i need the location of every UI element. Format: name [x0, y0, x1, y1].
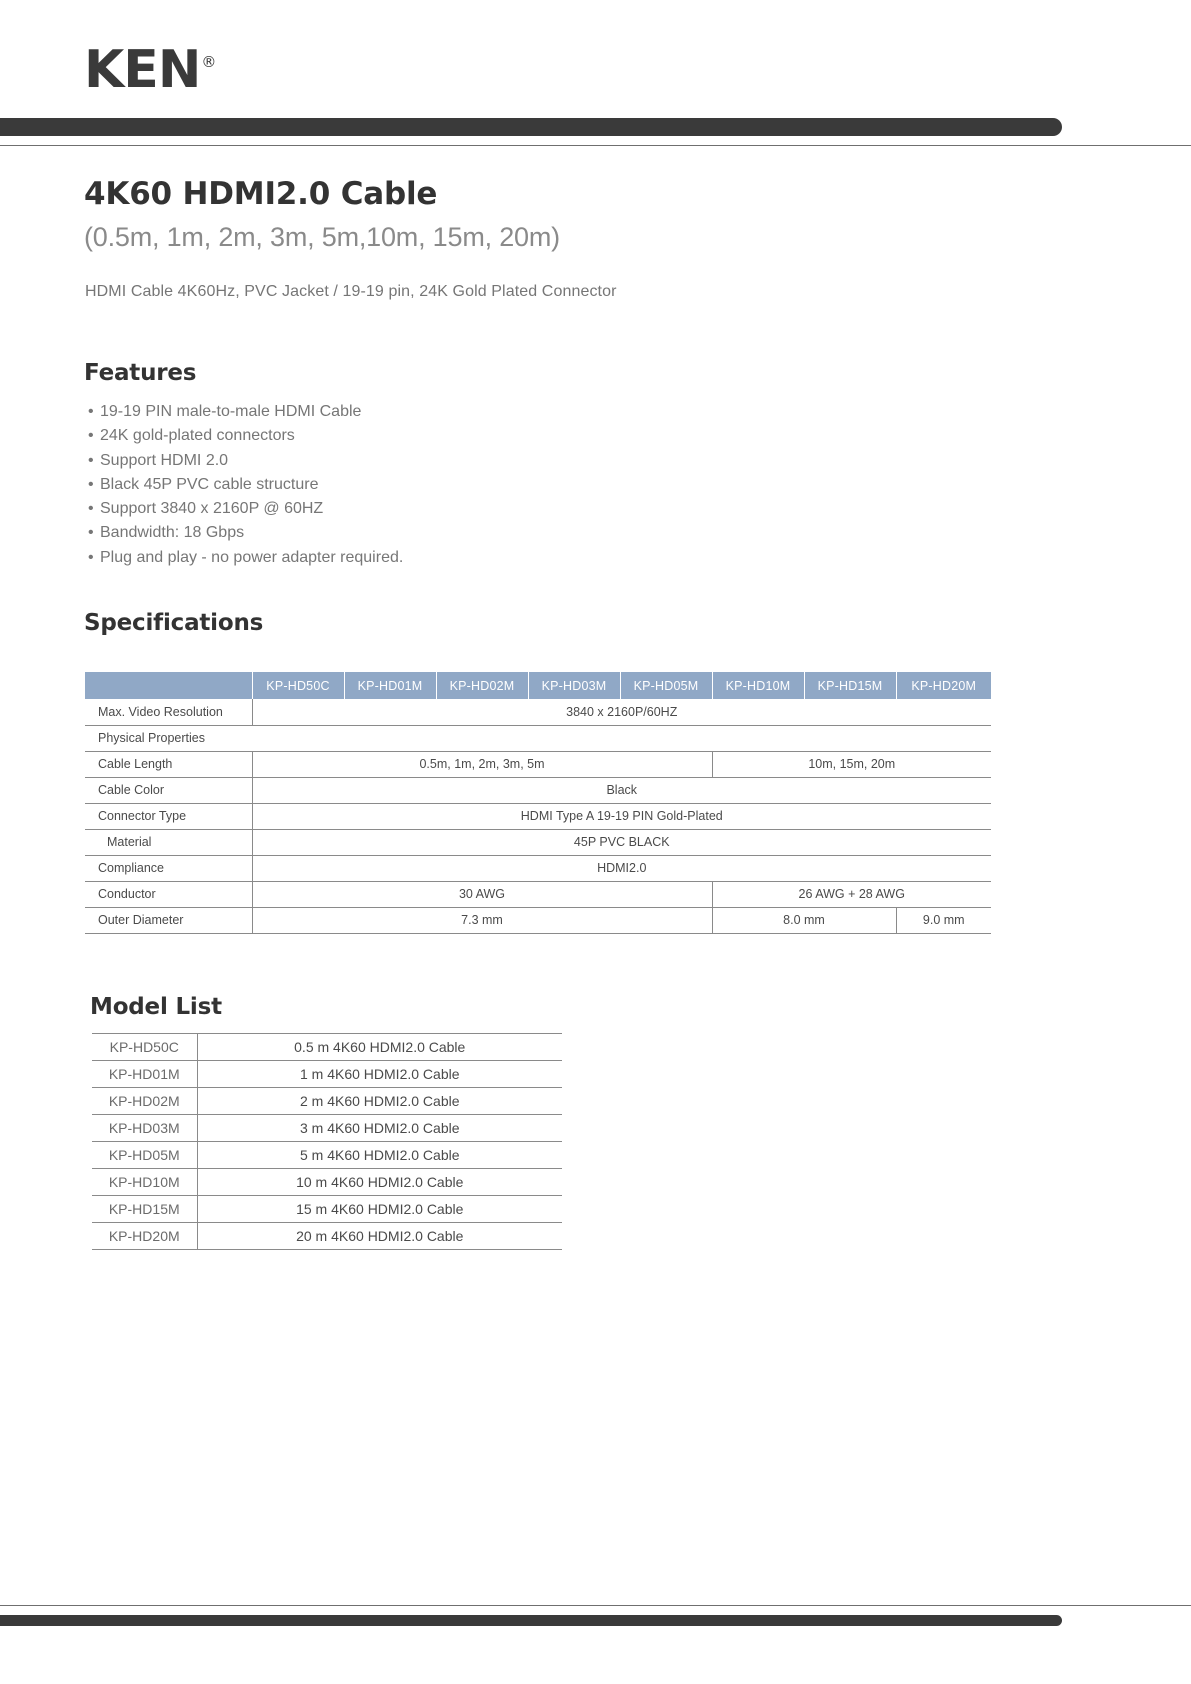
header-accent-bar — [0, 118, 1062, 136]
spec-value-cable-color: Black — [252, 777, 991, 803]
column-header-kp-hd01m: KP-HD01M — [344, 672, 436, 699]
column-header-kp-hd03m: KP-HD03M — [528, 672, 620, 699]
page-title: 4K60 HDMI2.0 Cable — [84, 176, 438, 212]
feature-text: 19-19 PIN male-to-male HDMI Cable — [100, 403, 362, 420]
model-name: 1 m 4K60 HDMI2.0 Cable — [197, 1061, 562, 1088]
spec-label-outer-diameter: Outer Diameter — [85, 907, 252, 933]
model-code: KP-HD50C — [92, 1034, 197, 1061]
spec-value-material: 45P PVC BLACK — [252, 829, 991, 855]
table-row — [85, 803, 991, 829]
table-header-row — [85, 672, 991, 699]
model-list-heading: Model List — [90, 994, 222, 1020]
features-heading: Features — [84, 360, 197, 386]
model-name: 10 m 4K60 HDMI2.0 Cable — [197, 1169, 562, 1196]
table-row — [92, 1196, 562, 1223]
column-header-kp-hd05m: KP-HD05M — [620, 672, 712, 699]
spec-label-cable-length: Cable Length — [85, 751, 252, 777]
spec-value-outer-diameter-b: 8.0 mm — [712, 907, 896, 933]
registered-trademark-icon: ® — [201, 52, 217, 71]
list-item — [88, 546, 403, 570]
column-header-kp-hd02m: KP-HD02M — [436, 672, 528, 699]
product-description: HDMI Cable 4K60Hz, PVC Jacket / 19-19 pin, 24K Gold Plated Connector — [85, 283, 617, 300]
column-header-kp-hd20m: KP-HD20M — [896, 672, 991, 699]
spec-value-max-video-resolution: 3840 x 2160P/60HZ — [252, 699, 991, 725]
model-code: KP-HD05M — [92, 1142, 197, 1169]
model-code: KP-HD20M — [92, 1223, 197, 1250]
header-divider-line — [0, 145, 1191, 146]
specifications-table — [85, 672, 991, 934]
table-row — [92, 1088, 562, 1115]
model-name: 3 m 4K60 HDMI2.0 Cable — [197, 1115, 562, 1142]
spec-label-material: Material — [85, 829, 252, 855]
table-row — [85, 855, 991, 881]
bullet-icon: • — [88, 500, 94, 518]
table-row — [85, 829, 991, 855]
model-code: KP-HD03M — [92, 1115, 197, 1142]
bullet-icon: • — [88, 524, 94, 542]
model-code: KP-HD01M — [92, 1061, 197, 1088]
table-row — [85, 881, 991, 907]
list-item — [88, 473, 403, 497]
model-name: 2 m 4K60 HDMI2.0 Cable — [197, 1088, 562, 1115]
spec-value-conductor-short: 30 AWG — [252, 881, 712, 907]
table-row — [85, 777, 991, 803]
table-header-blank — [85, 672, 252, 699]
model-name: 15 m 4K60 HDMI2.0 Cable — [197, 1196, 562, 1223]
model-name: 20 m 4K60 HDMI2.0 Cable — [197, 1223, 562, 1250]
brand-logo — [84, 40, 217, 100]
feature-text: Plug and play - no power adapter required. — [100, 548, 404, 566]
table-row — [92, 1034, 562, 1061]
table-row — [85, 907, 991, 933]
bullet-icon: • — [88, 403, 94, 420]
spec-value-compliance: HDMI2.0 — [252, 855, 991, 881]
brand-logo-text: KEN — [84, 40, 201, 100]
list-item — [88, 424, 403, 448]
table-row — [92, 1223, 562, 1250]
footer-divider-line — [0, 1605, 1191, 1606]
model-code: KP-HD15M — [92, 1196, 197, 1223]
column-header-kp-hd10m: KP-HD10M — [712, 672, 804, 699]
spec-section-physical-properties: Physical Properties — [85, 725, 991, 751]
model-code: KP-HD02M — [92, 1088, 197, 1115]
table-row — [85, 725, 991, 751]
spec-label-connector-type: Connector Type — [85, 803, 252, 829]
spec-value-conductor-long: 26 AWG + 28 AWG — [712, 881, 991, 907]
bullet-icon: • — [88, 451, 94, 469]
table-row — [85, 751, 991, 777]
model-name: 0.5 m 4K60 HDMI2.0 Cable — [197, 1034, 562, 1061]
footer-accent-bar — [0, 1615, 1062, 1626]
spec-value-connector-type: HDMI Type A 19-19 PIN Gold-Plated — [252, 803, 991, 829]
feature-text: Support 3840 x 2160P @ 60HZ — [100, 500, 324, 518]
spec-label-compliance: Compliance — [85, 855, 252, 881]
table-row — [92, 1061, 562, 1088]
model-code: KP-HD10M — [92, 1169, 197, 1196]
page-subtitle: (0.5m, 1m, 2m, 3m, 5m,10m, 15m, 20m) — [84, 222, 560, 252]
spec-value-outer-diameter-c: 9.0 mm — [896, 907, 991, 933]
bullet-icon: • — [88, 427, 94, 445]
table-row — [85, 699, 991, 725]
feature-text: Black 45P PVC cable structure — [100, 475, 319, 493]
table-row — [92, 1115, 562, 1142]
list-item — [88, 521, 403, 545]
feature-text: Support HDMI 2.0 — [100, 451, 229, 469]
specifications-heading: Specifications — [84, 610, 264, 636]
table-row — [92, 1142, 562, 1169]
bullet-icon: • — [88, 475, 94, 493]
spec-label-max-video-resolution: Max. Video Resolution — [85, 699, 252, 725]
spec-value-outer-diameter-a: 7.3 mm — [252, 907, 712, 933]
column-header-kp-hd50c: KP-HD50C — [252, 672, 344, 699]
spec-value-cable-length-short: 0.5m, 1m, 2m, 3m, 5m — [252, 751, 712, 777]
spec-value-cable-length-long: 10m, 15m, 20m — [712, 751, 991, 777]
model-list-table — [92, 1033, 562, 1250]
spec-label-cable-color: Cable Color — [85, 777, 252, 803]
spec-label-conductor: Conductor — [85, 881, 252, 907]
list-item — [88, 400, 403, 424]
features-list — [88, 400, 403, 570]
feature-text: 24K gold-plated connectors — [100, 427, 295, 445]
column-header-kp-hd15m: KP-HD15M — [804, 672, 896, 699]
bullet-icon: • — [88, 548, 94, 566]
list-item — [88, 449, 403, 473]
list-item — [88, 497, 403, 521]
table-row — [92, 1169, 562, 1196]
feature-text: Bandwidth: 18 Gbps — [100, 524, 245, 542]
model-name: 5 m 4K60 HDMI2.0 Cable — [197, 1142, 562, 1169]
